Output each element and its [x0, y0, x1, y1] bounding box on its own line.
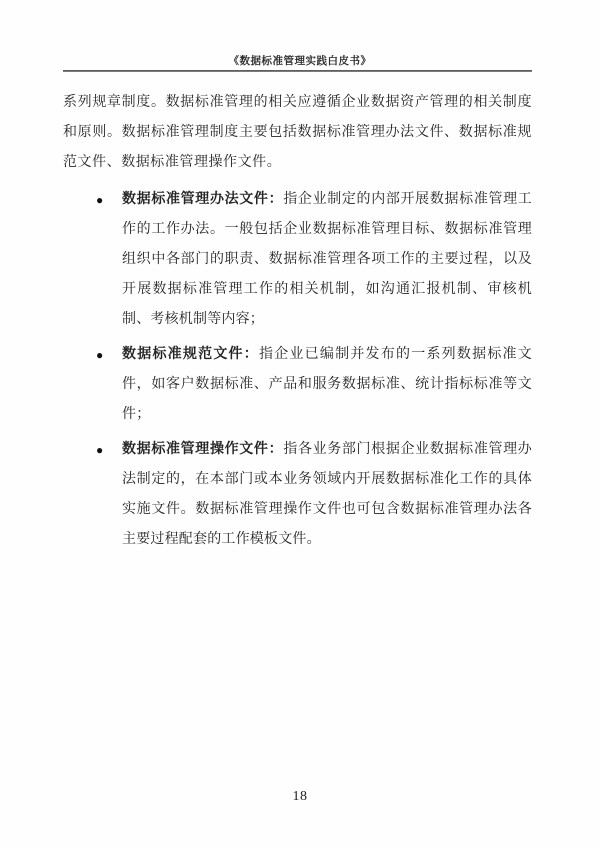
- bullet-list: [63, 185, 532, 555]
- list-item-term: 数据标准规范文件：: [122, 347, 259, 362]
- list-item: [63, 435, 532, 555]
- header-title: 《数据标准管理实践白皮书》: [228, 56, 372, 67]
- bullet-icon: ●: [96, 348, 104, 362]
- list-item-description: 指企业已编制并发布的一系列数据标准文件，如客户数据标准、产品和服务数据标准、统计指标标准等文件；: [122, 347, 532, 422]
- page-number: 18: [292, 789, 308, 804]
- list-item: [63, 340, 532, 430]
- list-item-term: 数据标准管理操作文件：: [122, 442, 284, 457]
- list-item-description: 指企业制定的内部开展数据标准管理工作的工作办法。一般包括企业数据标准管理目标、数据标准管理组织中各部门的职责、数据标准管理各项工作的主要过程，以及开展数据标准管理工作的相关机制，如沟通汇报机制、审核机制、考核机制等内容；: [122, 192, 532, 327]
- bullet-icon: ●: [96, 193, 104, 207]
- header-rule: [63, 70, 532, 72]
- list-item-description: 指各业务部门根据企业数据标准管理办法制定的，在本部门或本业务领域内开展数据标准化工作的具体实施文件。数据标准管理操作文件也可包含数据标准管理办法各主要过程配套的工作模板文件。: [122, 442, 532, 547]
- list-item: [63, 185, 532, 335]
- list-item-term: 数据标准管理办法文件：: [122, 192, 284, 207]
- page-body: [63, 88, 532, 555]
- bullet-icon: ●: [96, 443, 104, 457]
- intro-paragraph: 系列规章制度。数据标准管理的相关应遵循企业数据资产管理的相关制度和原则。数据标准管理制度主要包括数据标准管理办法文件、数据标准规范文件、数据标准管理操作文件。: [63, 95, 532, 170]
